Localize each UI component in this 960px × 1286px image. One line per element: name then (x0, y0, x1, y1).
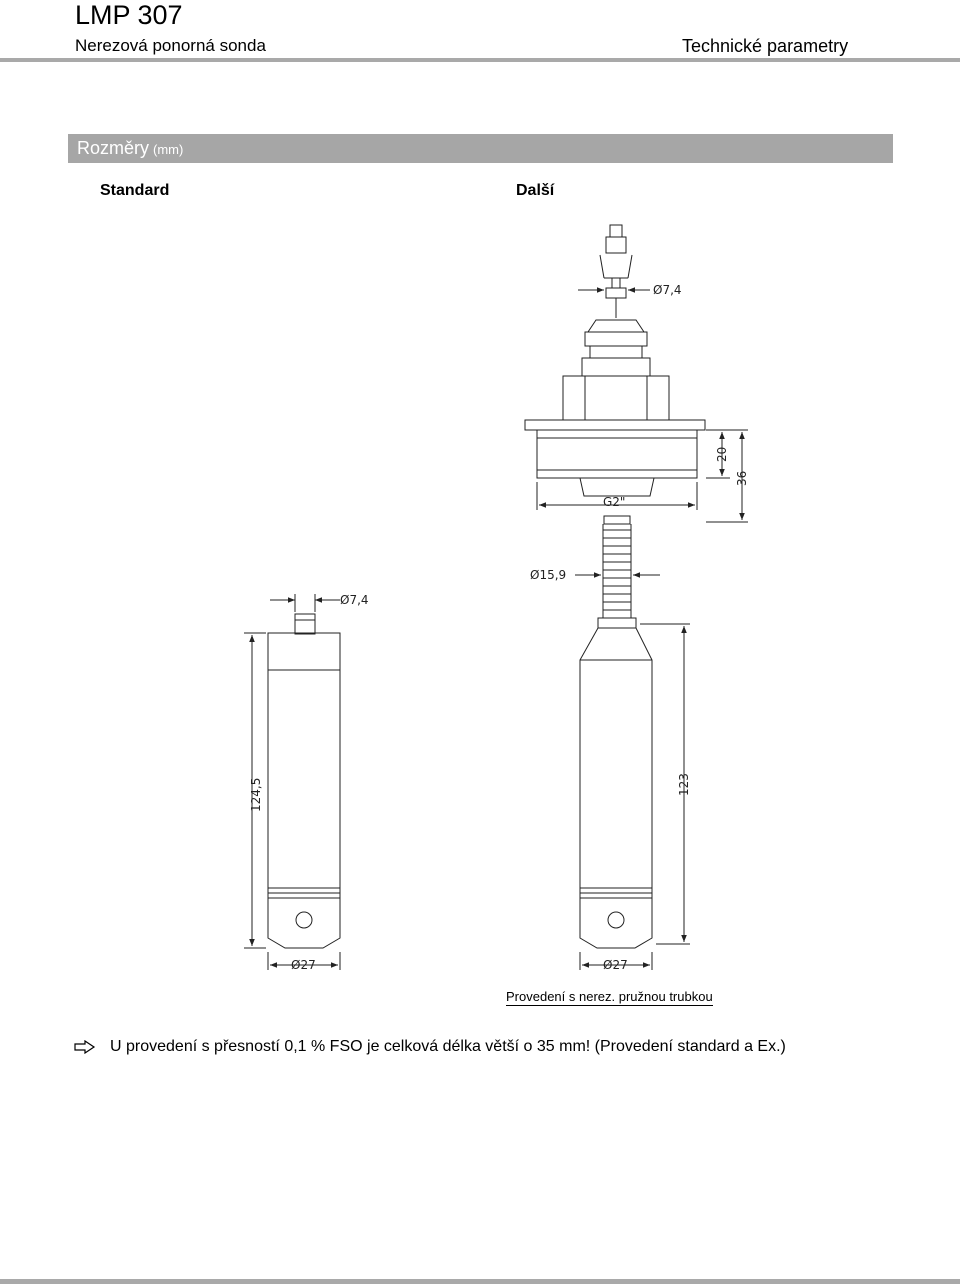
flex-tube-diameter: Ø15,9 (530, 568, 567, 582)
product-subtitle: Nerezová ponorná sonda (75, 36, 266, 55)
arrow-right-icon (74, 1040, 96, 1054)
section-label: Technické parametry (682, 36, 849, 56)
flex-probe-drawing (525, 225, 748, 970)
flex-cable-diameter: Ø7,4 (653, 283, 682, 297)
column-label-next: Další (516, 182, 555, 199)
std-cable-diameter: Ø7,4 (340, 593, 369, 607)
flex-dim-36: 36 (735, 470, 749, 486)
header-divider (0, 58, 960, 62)
column-label-standard: Standard (100, 182, 170, 199)
flex-thread-label: G2" (603, 495, 626, 509)
flex-length: 123 (677, 773, 691, 796)
std-nose-cap (268, 898, 340, 948)
flex-body-diameter: Ø27 (603, 958, 628, 972)
section-unit: (mm) (153, 142, 184, 157)
std-body-diameter: Ø27 (291, 958, 316, 972)
note-text: U provedení s přesností 0,1 % FSO je celková délka větší o 35 mm! (Provedení standard a Ex.) (110, 1038, 786, 1055)
section-title: Rozměry (77, 138, 150, 158)
product-title: LMP 307 (75, 0, 183, 30)
std-length: 124,5 (249, 777, 263, 812)
drawing-caption: Provedení s nerez. pružnou trubkou (506, 989, 713, 1004)
std-cable-stub (295, 614, 315, 634)
section-bar (68, 134, 893, 163)
note (74, 1037, 786, 1057)
std-probe-body (268, 633, 340, 898)
technical-drawing (0, 210, 960, 980)
std-vent-hole (296, 912, 312, 928)
flex-dim-20: 20 (715, 446, 729, 462)
footer-divider (0, 1279, 960, 1284)
